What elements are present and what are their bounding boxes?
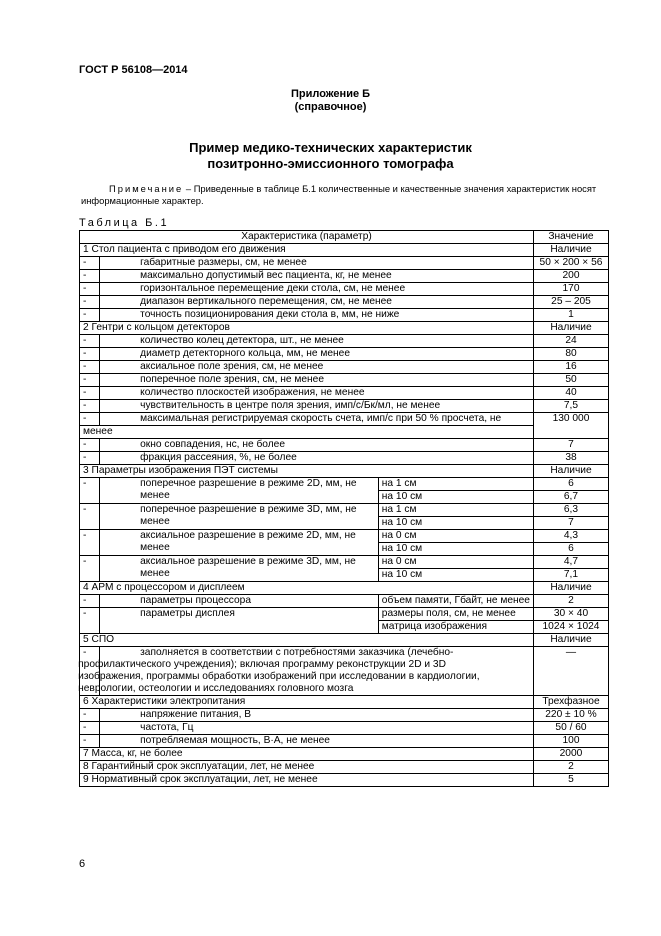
row-dash: -	[80, 361, 100, 374]
row-value: 1024 × 1024	[533, 621, 608, 634]
row-label: фракция рассеяния, %, не более	[100, 452, 534, 465]
row-value: 1	[533, 309, 608, 322]
section-value: 2	[533, 761, 608, 774]
section-value: Наличие	[533, 465, 608, 478]
row-label: параметры дисплея	[100, 608, 379, 634]
document-header: ГОСТ Р 56108—2014	[79, 64, 188, 76]
row-label: поперечное поле зрения, см, не менее	[100, 374, 534, 387]
text-line: заполняется в соответствии с потребностями заказчика (лечебно-	[140, 647, 454, 658]
row-value: 7	[533, 517, 608, 530]
row-value: 100	[533, 735, 608, 748]
row-dash: -	[80, 452, 100, 465]
table-row	[80, 296, 609, 309]
row-label	[78, 647, 534, 696]
section-title: 4 АРМ с процессором и дисплеем	[80, 582, 534, 595]
sub-label: на 10 см	[378, 569, 533, 582]
rate-text: максимальная регистрируемая скорость счета, имп/с при 50 % просчета, не	[140, 413, 502, 424]
row-dash: -	[80, 608, 100, 634]
row-dash: -	[80, 530, 100, 556]
table-row	[80, 400, 609, 413]
row-dash: -	[80, 439, 100, 452]
section-value: Наличие	[533, 634, 608, 647]
col-header-param: Характеристика (параметр)	[80, 231, 534, 244]
table-row	[80, 647, 609, 696]
table-row	[80, 452, 609, 465]
row-label: горизонтальное перемещение деки стола, см, не менее	[100, 283, 534, 296]
section-8	[80, 761, 609, 774]
section-title: 6 Характеристики электропитания	[80, 696, 534, 709]
table-row	[80, 608, 609, 621]
row-label	[100, 413, 534, 426]
row-value: 130 000	[533, 413, 608, 439]
row-value: 38	[533, 452, 608, 465]
row-dash: -	[80, 348, 100, 361]
sub-label: на 0 см	[378, 556, 533, 569]
section-title: 1 Стол пациента с приводом его движения	[80, 244, 534, 257]
table-row	[80, 374, 609, 387]
row-label-cont: менее	[80, 426, 534, 439]
note	[81, 183, 617, 207]
sub-label: на 10 см	[378, 517, 533, 530]
row-value: 50	[533, 374, 608, 387]
row-value: 16	[533, 361, 608, 374]
section-9	[80, 774, 609, 787]
sub-label: объем памяти, Гбайт, не менее	[378, 595, 533, 608]
section-value: Наличие	[533, 582, 608, 595]
row-label: максимально допустимый вес пациента, кг, не менее	[100, 270, 534, 283]
row-value: 40	[533, 387, 608, 400]
table-row	[80, 426, 609, 439]
row-value: 7	[533, 439, 608, 452]
page-number: 6	[79, 858, 86, 870]
row-dash: -	[80, 595, 100, 608]
section-5	[80, 634, 609, 696]
row-label: количество колец детектора, шт., не менее	[100, 335, 534, 348]
row-value: 80	[533, 348, 608, 361]
sub-label: на 10 см	[378, 491, 533, 504]
table-row	[80, 556, 609, 569]
col-header-value: Значение	[533, 231, 608, 244]
section-7	[80, 748, 609, 761]
sub-label: матрица изображения	[378, 621, 533, 634]
row-label: точность позиционирования деки стола в, мм, не ниже	[100, 309, 534, 322]
note-label: Примечание	[109, 183, 184, 194]
sub-label: на 0 см	[378, 530, 533, 543]
row-dash: -	[80, 709, 100, 722]
row-dash: -	[80, 270, 100, 283]
row-label: аксиальное разрешение в режиме 2D, мм, не менее	[100, 530, 379, 556]
row-dash: -	[80, 647, 100, 696]
page-title-line1: Пример медико-технических характеристик	[189, 140, 472, 155]
row-value: 25 – 205	[533, 296, 608, 309]
row-dash: -	[80, 296, 100, 309]
row-dash: -	[80, 478, 100, 504]
text-line: профилактического учреждения); включая программу реконструкции 2D и 3D	[78, 659, 446, 670]
sub-label: на 1 см	[378, 478, 533, 491]
table-row	[80, 722, 609, 735]
row-dash: -	[80, 283, 100, 296]
table-row	[80, 257, 609, 270]
table-row	[80, 309, 609, 322]
row-value: 200	[533, 270, 608, 283]
row-dash: -	[80, 735, 100, 748]
sub-label: размеры поля, см, не менее	[378, 608, 533, 621]
row-value: 6	[533, 543, 608, 556]
row-value: 6	[533, 478, 608, 491]
row-label: частота, Гц	[100, 722, 534, 735]
row-value: 50 × 200 × 56	[533, 257, 608, 270]
text-line: неврологии, остеологии и исследованиях головного мозга	[78, 683, 354, 694]
section-value: Трехфазное	[533, 696, 608, 709]
row-label: потребляемая мощность, В·А, не менее	[100, 735, 534, 748]
row-label: поперечное разрешение в режиме 3D, мм, не менее	[100, 504, 379, 530]
sub-label: на 1 см	[378, 504, 533, 517]
row-label: чувствительность в центре поля зрения, имп/с/Бк/мл, не менее	[100, 400, 534, 413]
section-title: 3 Параметры изображения ПЭТ системы	[80, 465, 534, 478]
row-label: аксиальное поле зрения, см, не менее	[100, 361, 534, 374]
row-dash: -	[80, 335, 100, 348]
table-row	[80, 530, 609, 543]
text-line: изображения, программы обработки изображений при исследовании в кардиологии,	[78, 671, 480, 682]
row-dash: -	[80, 374, 100, 387]
row-value: 6,3	[533, 504, 608, 517]
table-row	[80, 361, 609, 374]
row-value: —	[533, 647, 608, 696]
row-label: габаритные размеры, см, не менее	[100, 257, 534, 270]
row-label: аксиальное разрешение в режиме 3D, мм, не менее	[100, 556, 379, 582]
table-row	[80, 270, 609, 283]
section-6	[80, 696, 609, 748]
row-value: 170	[533, 283, 608, 296]
table-header-row	[80, 231, 609, 244]
section-value: 5	[533, 774, 608, 787]
row-dash: -	[80, 400, 100, 413]
row-dash: -	[80, 556, 100, 582]
section-4	[80, 582, 609, 634]
characteristics-table	[79, 230, 609, 787]
row-value: 2	[533, 595, 608, 608]
row-dash: -	[80, 257, 100, 270]
section-title: 2 Гентри с кольцом детекторов	[80, 322, 534, 335]
section-title: 7 Масса, кг, не более	[80, 748, 534, 761]
page-title-line2: позитронно-эмиссионного томографа	[207, 156, 454, 171]
appendix-title: Приложение Б	[290, 88, 371, 100]
section-1	[80, 244, 609, 322]
table-caption: Таблица Б.1	[79, 217, 170, 229]
section-value: 2000	[533, 748, 608, 761]
section-title: 5 СПО	[80, 634, 534, 647]
row-dash: -	[80, 387, 100, 400]
row-value: 6,7	[533, 491, 608, 504]
row-dash: -	[80, 504, 100, 530]
table-row	[80, 335, 609, 348]
table-row	[80, 283, 609, 296]
section-value: Наличие	[533, 322, 608, 335]
row-value: 30 × 40	[533, 608, 608, 621]
row-label: диапазон вертикального перемещения, см, не менее	[100, 296, 534, 309]
row-value: 4,3	[533, 530, 608, 543]
row-value: 220 ± 10 %	[533, 709, 608, 722]
table-row	[80, 387, 609, 400]
table-row	[80, 595, 609, 608]
section-title: 9 Нормативный срок эксплуатации, лет, не менее	[80, 774, 534, 787]
section-2	[80, 322, 609, 465]
row-dash: -	[80, 309, 100, 322]
row-label: напряжение питания, В	[100, 709, 534, 722]
table-row	[80, 348, 609, 361]
note-text: – Приведенные в таблице Б.1 количественные и качественные значения характеристик носят информационные характер.	[81, 183, 597, 206]
table-row	[80, 504, 609, 517]
table-row	[80, 735, 609, 748]
row-value: 7,5	[533, 400, 608, 413]
table-row	[80, 439, 609, 452]
row-value: 7,1	[533, 569, 608, 582]
table-row	[80, 413, 609, 426]
appendix-subtitle: (справочное)	[294, 101, 367, 113]
row-label: окно совпадения, нс, не более	[100, 439, 534, 452]
section-3	[80, 465, 609, 582]
table-row	[80, 478, 609, 491]
row-dash: -	[80, 722, 100, 735]
row-label: диаметр детекторного кольца, мм, не менее	[100, 348, 534, 361]
row-dash: -	[80, 413, 100, 426]
row-value: 24	[533, 335, 608, 348]
sub-label: на 10 см	[378, 543, 533, 556]
row-label: параметры процессора	[100, 595, 379, 608]
section-value: Наличие	[533, 244, 608, 257]
table-row	[80, 709, 609, 722]
row-label: поперечное разрешение в режиме 2D, мм, не менее	[100, 478, 379, 504]
row-value: 4,7	[533, 556, 608, 569]
section-title: 8 Гарантийный срок эксплуатации, лет, не менее	[80, 761, 534, 774]
row-label: количество плоскостей изображения, не менее	[100, 387, 534, 400]
row-value: 50 / 60	[533, 722, 608, 735]
